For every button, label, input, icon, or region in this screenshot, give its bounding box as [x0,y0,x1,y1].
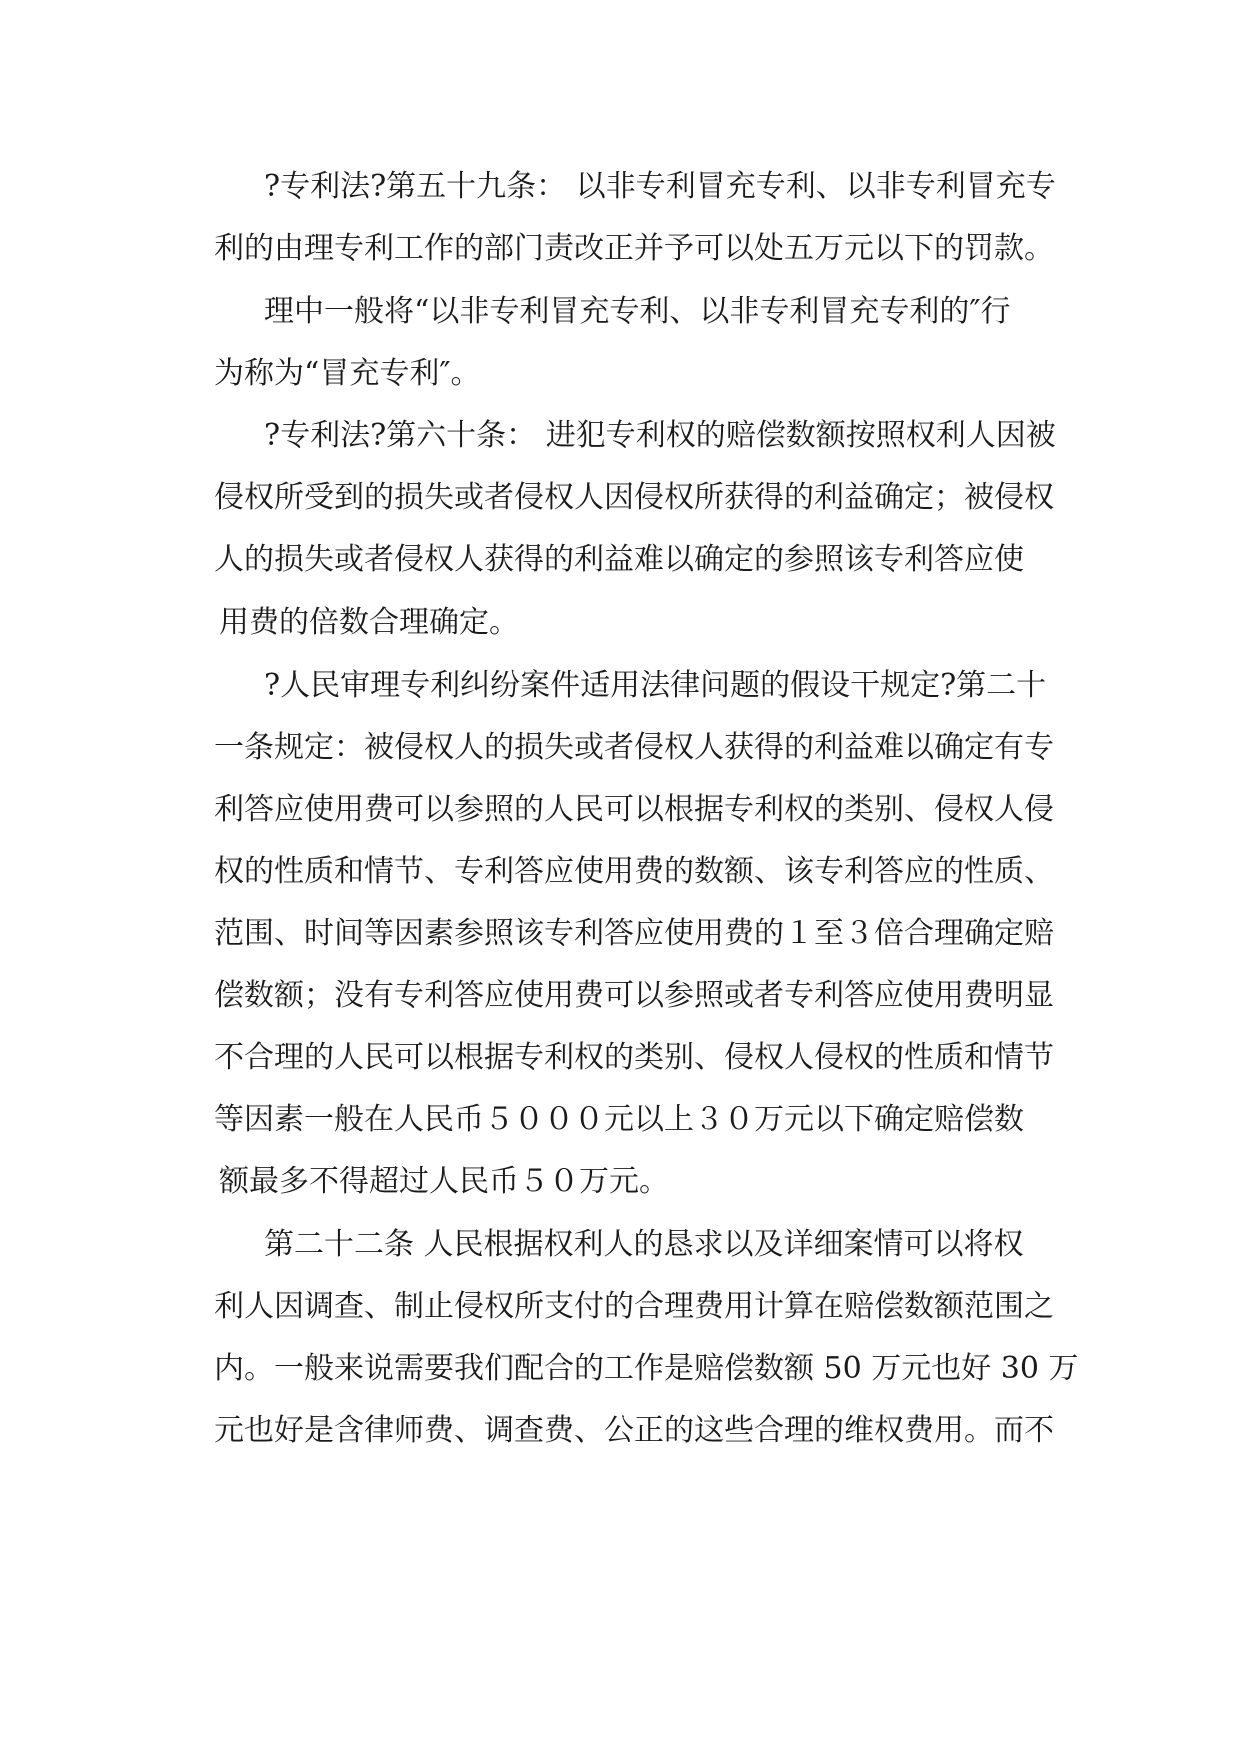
paragraph-4-line-8: 等因素一般在人民币５０００元以上３０万元以下确定赔偿数 [214,1102,1024,1137]
paragraph-3-line-4: 用费的倍数合理确定。 [219,605,519,640]
paragraph-2-line-1: 理中一般将“以非专利冒充专利、以非专利冒充专利的″行 [264,294,1011,329]
paragraph-1-line-1: ?专利法?第五十九条： 以非专利冒充专利、以非专利冒充专 [264,169,1056,204]
paragraph-3-line-1: ?专利法?第六十条： 进犯专利权的赔偿数额按照权利人因被 [264,418,1056,453]
paragraph-4-line-1: ?人民审理专利纠纷案件适用法律问题的假设干规定?第二十 [264,668,1047,703]
paragraph-4-line-6: 偿数额；没有专利答应使用费可以参照或者专利答应使用费明显 [214,978,1054,1013]
paragraph-5-line-1: 第二十二条 人民根据权利人的恳求以及详细案情可以将权 [264,1227,1024,1262]
paragraph-4-line-3: 利答应使用费可以参照的人民可以根据专利权的类别、侵权人侵 [214,792,1054,827]
paragraph-5-line-4: 元也好是含律师费、调查费、公正的这些合理的维权费用。而不 [214,1413,1054,1448]
paragraph-4-line-9: 额最多不得超过人民币５０万元。 [219,1164,669,1199]
paragraph-5-line-3: 内。一般来说需要我们配合的工作是赔偿数额 50 万元也好 30 万 [214,1351,1079,1386]
paragraph-3-line-2: 侵权所受到的损失或者侵权人因侵权所获得的利益确定；被侵权 [214,480,1054,515]
paragraph-4-line-7: 不合理的人民可以根据专利权的类别、侵权人侵权的性质和情节 [214,1040,1054,1075]
paragraph-4-line-5: 范围、时间等因素参照该专利答应使用费的１至３倍合理确定赔 [214,916,1054,951]
paragraph-2-line-2: 为称为“冒充专利″。 [214,356,481,391]
paragraph-1-line-2: 利的由理专利工作的部门责改正并予可以处五万元以下的罚款。 [214,231,1054,266]
paragraph-4-line-2: 一条规定：被侵权人的损失或者侵权人获得的利益难以确定有专 [214,730,1054,765]
paragraph-4-line-4: 权的性质和情节、专利答应使用费的数额、该专利答应的性质、 [214,854,1054,889]
paragraph-5-line-2: 利人因调查、制止侵权所支付的合理费用计算在赔偿数额范围之 [214,1289,1054,1324]
paragraph-3-line-3: 人的损失或者侵权人获得的利益难以确定的参照该专利答应使 [214,542,1024,577]
